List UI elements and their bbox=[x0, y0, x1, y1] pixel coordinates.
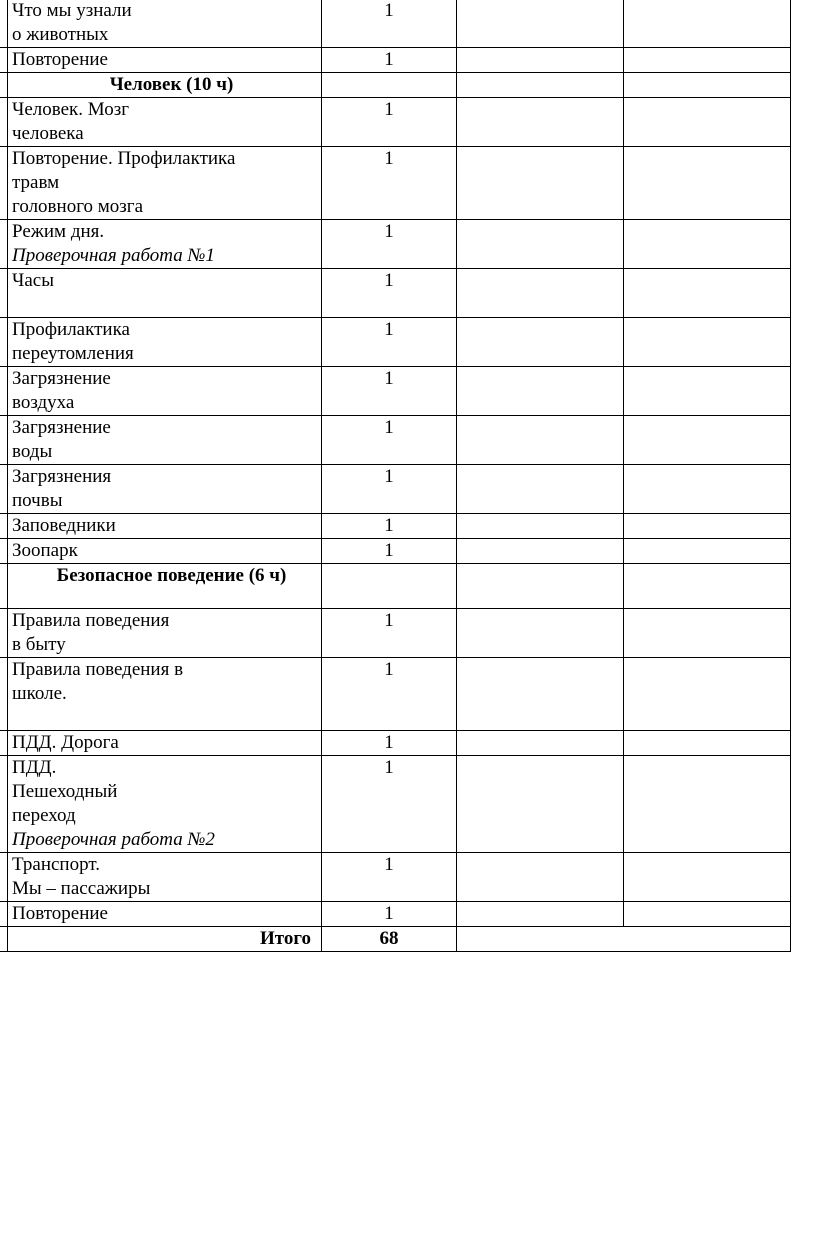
planned-date-cell bbox=[457, 0, 624, 48]
planned-date-cell bbox=[457, 48, 624, 73]
planned-date-cell bbox=[457, 73, 624, 98]
planned-date-cell bbox=[457, 367, 624, 416]
hours-value: 1 bbox=[384, 99, 394, 120]
section-title: Человек (10 ч) bbox=[109, 74, 234, 95]
hours-cell bbox=[322, 147, 457, 220]
planned-date-cell bbox=[457, 731, 624, 756]
hours-value: 1 bbox=[384, 610, 394, 631]
hours-cell bbox=[322, 756, 457, 853]
hours-cell bbox=[322, 539, 457, 564]
hours-value: 1 bbox=[384, 0, 394, 21]
hours-cell bbox=[322, 465, 457, 514]
topic-line: о животных bbox=[12, 24, 109, 45]
topic-cell bbox=[8, 564, 322, 609]
actual-date-cell bbox=[624, 318, 791, 367]
row-number-cell bbox=[0, 269, 8, 318]
table-row bbox=[0, 609, 791, 658]
hours-value: 1 bbox=[384, 732, 394, 753]
hours-value: 1 bbox=[384, 270, 394, 291]
row-number-cell bbox=[0, 539, 8, 564]
hours-value: 1 bbox=[384, 515, 394, 536]
topic-line: Проверочная работа №2 bbox=[12, 829, 215, 850]
topic-cell bbox=[8, 269, 322, 318]
topic-line: Загрязнения bbox=[12, 466, 112, 487]
hours-cell bbox=[322, 73, 457, 98]
topic-line bbox=[12, 706, 321, 730]
hours-value: 1 bbox=[384, 903, 394, 924]
hours-cell bbox=[322, 220, 457, 269]
row-number-cell bbox=[0, 902, 8, 927]
planned-date-cell bbox=[457, 539, 624, 564]
topic-line: Профилактика bbox=[12, 319, 130, 340]
actual-date-cell bbox=[624, 465, 791, 514]
table-row bbox=[0, 98, 791, 147]
hours-cell bbox=[322, 902, 457, 927]
topic-line: Повторение bbox=[12, 903, 108, 924]
actual-date-cell bbox=[624, 514, 791, 539]
section-row bbox=[0, 564, 791, 609]
topic-line: Повторение bbox=[12, 49, 108, 70]
actual-date-cell bbox=[624, 48, 791, 73]
planned-date-cell bbox=[457, 465, 624, 514]
hours-value: 1 bbox=[384, 540, 394, 561]
table-row bbox=[0, 539, 791, 564]
hours-cell bbox=[322, 416, 457, 465]
row-number-cell bbox=[0, 73, 8, 98]
topic-line: в быту bbox=[12, 634, 66, 655]
row-number-cell bbox=[0, 367, 8, 416]
topic-cell bbox=[8, 318, 322, 367]
topic-line: Повторение. Профилактика bbox=[12, 148, 236, 169]
total-label: Итого bbox=[259, 928, 311, 949]
actual-date-cell bbox=[624, 0, 791, 48]
hours-value: 1 bbox=[384, 368, 394, 389]
table-row bbox=[0, 269, 791, 318]
total-empty-cell bbox=[457, 927, 791, 952]
planned-date-cell bbox=[457, 514, 624, 539]
hours-value: 1 bbox=[384, 49, 394, 70]
table-row bbox=[0, 0, 791, 48]
topic-line: переутомления bbox=[12, 343, 134, 364]
topic-cell bbox=[8, 220, 322, 269]
topic-line: Правила поведения в bbox=[12, 659, 184, 680]
table-row bbox=[0, 220, 791, 269]
actual-date-cell bbox=[624, 416, 791, 465]
row-number-cell bbox=[0, 220, 8, 269]
actual-date-cell bbox=[624, 147, 791, 220]
table-row bbox=[0, 367, 791, 416]
row-number-cell bbox=[0, 48, 8, 73]
topic-cell bbox=[8, 48, 322, 73]
topic-cell bbox=[8, 731, 322, 756]
topic-cell bbox=[8, 73, 322, 98]
actual-date-cell bbox=[624, 853, 791, 902]
planned-date-cell bbox=[457, 147, 624, 220]
topic-cell bbox=[8, 853, 322, 902]
topic-line: Человек. Мозг bbox=[12, 99, 130, 120]
table-row bbox=[0, 147, 791, 220]
hours-cell bbox=[322, 0, 457, 48]
topic-cell bbox=[8, 539, 322, 564]
hours-cell bbox=[322, 731, 457, 756]
planned-date-cell bbox=[457, 609, 624, 658]
hours-cell bbox=[322, 658, 457, 731]
actual-date-cell bbox=[624, 73, 791, 98]
topic-cell bbox=[8, 416, 322, 465]
hours-value: 1 bbox=[384, 854, 394, 875]
table-row bbox=[0, 48, 791, 73]
table-row bbox=[0, 465, 791, 514]
planned-date-cell bbox=[457, 564, 624, 609]
topic-line: Что мы узнали bbox=[12, 0, 132, 21]
row-number-cell bbox=[0, 98, 8, 147]
topic-line: человека bbox=[12, 123, 84, 144]
total-value: 68 bbox=[379, 928, 399, 949]
topic-line: Загрязнение bbox=[12, 368, 111, 389]
actual-date-cell bbox=[624, 539, 791, 564]
planned-date-cell bbox=[457, 902, 624, 927]
topic-line bbox=[12, 293, 321, 317]
topic-line: Транспорт. bbox=[12, 854, 100, 875]
topic-line: Проверочная работа №1 bbox=[12, 245, 215, 266]
row-number-cell bbox=[0, 609, 8, 658]
topic-cell bbox=[8, 367, 322, 416]
hours-value: 1 bbox=[384, 221, 394, 242]
row-number-cell bbox=[0, 416, 8, 465]
section-row bbox=[0, 73, 791, 98]
actual-date-cell bbox=[624, 731, 791, 756]
topic-line: Пешеходный bbox=[12, 781, 118, 802]
planned-date-cell bbox=[457, 220, 624, 269]
total-value-cell bbox=[322, 927, 457, 952]
topic-line: Режим дня. bbox=[12, 221, 105, 242]
hours-cell bbox=[322, 609, 457, 658]
planned-date-cell bbox=[457, 853, 624, 902]
topic-cell bbox=[8, 514, 322, 539]
topic-line: воды bbox=[12, 441, 53, 462]
actual-date-cell bbox=[624, 367, 791, 416]
topic-cell bbox=[8, 756, 322, 853]
hours-cell bbox=[322, 367, 457, 416]
row-number-cell bbox=[0, 465, 8, 514]
topic-line: воздуха bbox=[12, 392, 75, 413]
topic-line: Загрязнение bbox=[12, 417, 111, 438]
topic-line: Заповедники bbox=[12, 515, 116, 536]
actual-date-cell bbox=[624, 98, 791, 147]
topic-cell bbox=[8, 0, 322, 48]
table-row bbox=[0, 756, 791, 853]
row-number-cell bbox=[0, 0, 8, 48]
topic-cell bbox=[8, 658, 322, 731]
planned-date-cell bbox=[457, 318, 624, 367]
topic-line: Часы bbox=[12, 270, 54, 291]
section-title: Безопасное поведение (6 ч) bbox=[56, 565, 287, 586]
actual-date-cell bbox=[624, 658, 791, 731]
topic-line: почвы bbox=[12, 490, 63, 511]
topic-line: ПДД. bbox=[12, 757, 57, 778]
table-row bbox=[0, 902, 791, 927]
table-row bbox=[0, 318, 791, 367]
row-number-cell bbox=[0, 658, 8, 731]
actual-date-cell bbox=[624, 902, 791, 927]
planned-date-cell bbox=[457, 416, 624, 465]
hours-value: 1 bbox=[384, 319, 394, 340]
table-row bbox=[0, 514, 791, 539]
table-row bbox=[0, 416, 791, 465]
topic-cell bbox=[8, 465, 322, 514]
topic-cell bbox=[8, 902, 322, 927]
total-label-cell bbox=[8, 927, 322, 952]
planned-date-cell bbox=[457, 756, 624, 853]
table-row bbox=[0, 731, 791, 756]
row-number-cell bbox=[0, 564, 8, 609]
hours-value: 1 bbox=[384, 466, 394, 487]
hours-value: 1 bbox=[384, 417, 394, 438]
table-row bbox=[0, 658, 791, 731]
topic-line: травм bbox=[12, 172, 60, 193]
table-row bbox=[0, 853, 791, 902]
planned-date-cell bbox=[457, 269, 624, 318]
actual-date-cell bbox=[624, 564, 791, 609]
hours-cell bbox=[322, 514, 457, 539]
row-number-cell bbox=[0, 927, 8, 952]
row-number-cell bbox=[0, 147, 8, 220]
topic-line: Мы – пассажиры bbox=[12, 878, 151, 899]
topic-line: переход bbox=[12, 805, 76, 826]
planned-date-cell bbox=[457, 658, 624, 731]
hours-value: 1 bbox=[384, 148, 394, 169]
row-number-cell bbox=[0, 514, 8, 539]
row-number-cell bbox=[0, 853, 8, 902]
row-number-cell bbox=[0, 731, 8, 756]
actual-date-cell bbox=[624, 756, 791, 853]
topic-line: Зоопарк bbox=[12, 540, 78, 561]
topic-cell bbox=[8, 147, 322, 220]
hours-cell bbox=[322, 98, 457, 147]
topic-line: Правила поведения bbox=[12, 610, 170, 631]
topic-cell bbox=[8, 609, 322, 658]
hours-cell bbox=[322, 48, 457, 73]
hours-cell bbox=[322, 564, 457, 609]
topic-cell bbox=[8, 98, 322, 147]
row-number-cell bbox=[0, 756, 8, 853]
hours-cell bbox=[322, 269, 457, 318]
actual-date-cell bbox=[624, 269, 791, 318]
topic-line: школе. bbox=[12, 683, 67, 704]
actual-date-cell bbox=[624, 609, 791, 658]
hours-value: 1 bbox=[384, 659, 394, 680]
total-row bbox=[0, 927, 791, 952]
hours-value: 1 bbox=[384, 757, 394, 778]
hours-cell bbox=[322, 318, 457, 367]
hours-cell bbox=[322, 853, 457, 902]
topic-line: головного мозга bbox=[12, 196, 144, 217]
topic-line: ПДД. Дорога bbox=[12, 732, 119, 753]
planned-date-cell bbox=[457, 98, 624, 147]
actual-date-cell bbox=[624, 220, 791, 269]
row-number-cell bbox=[0, 318, 8, 367]
